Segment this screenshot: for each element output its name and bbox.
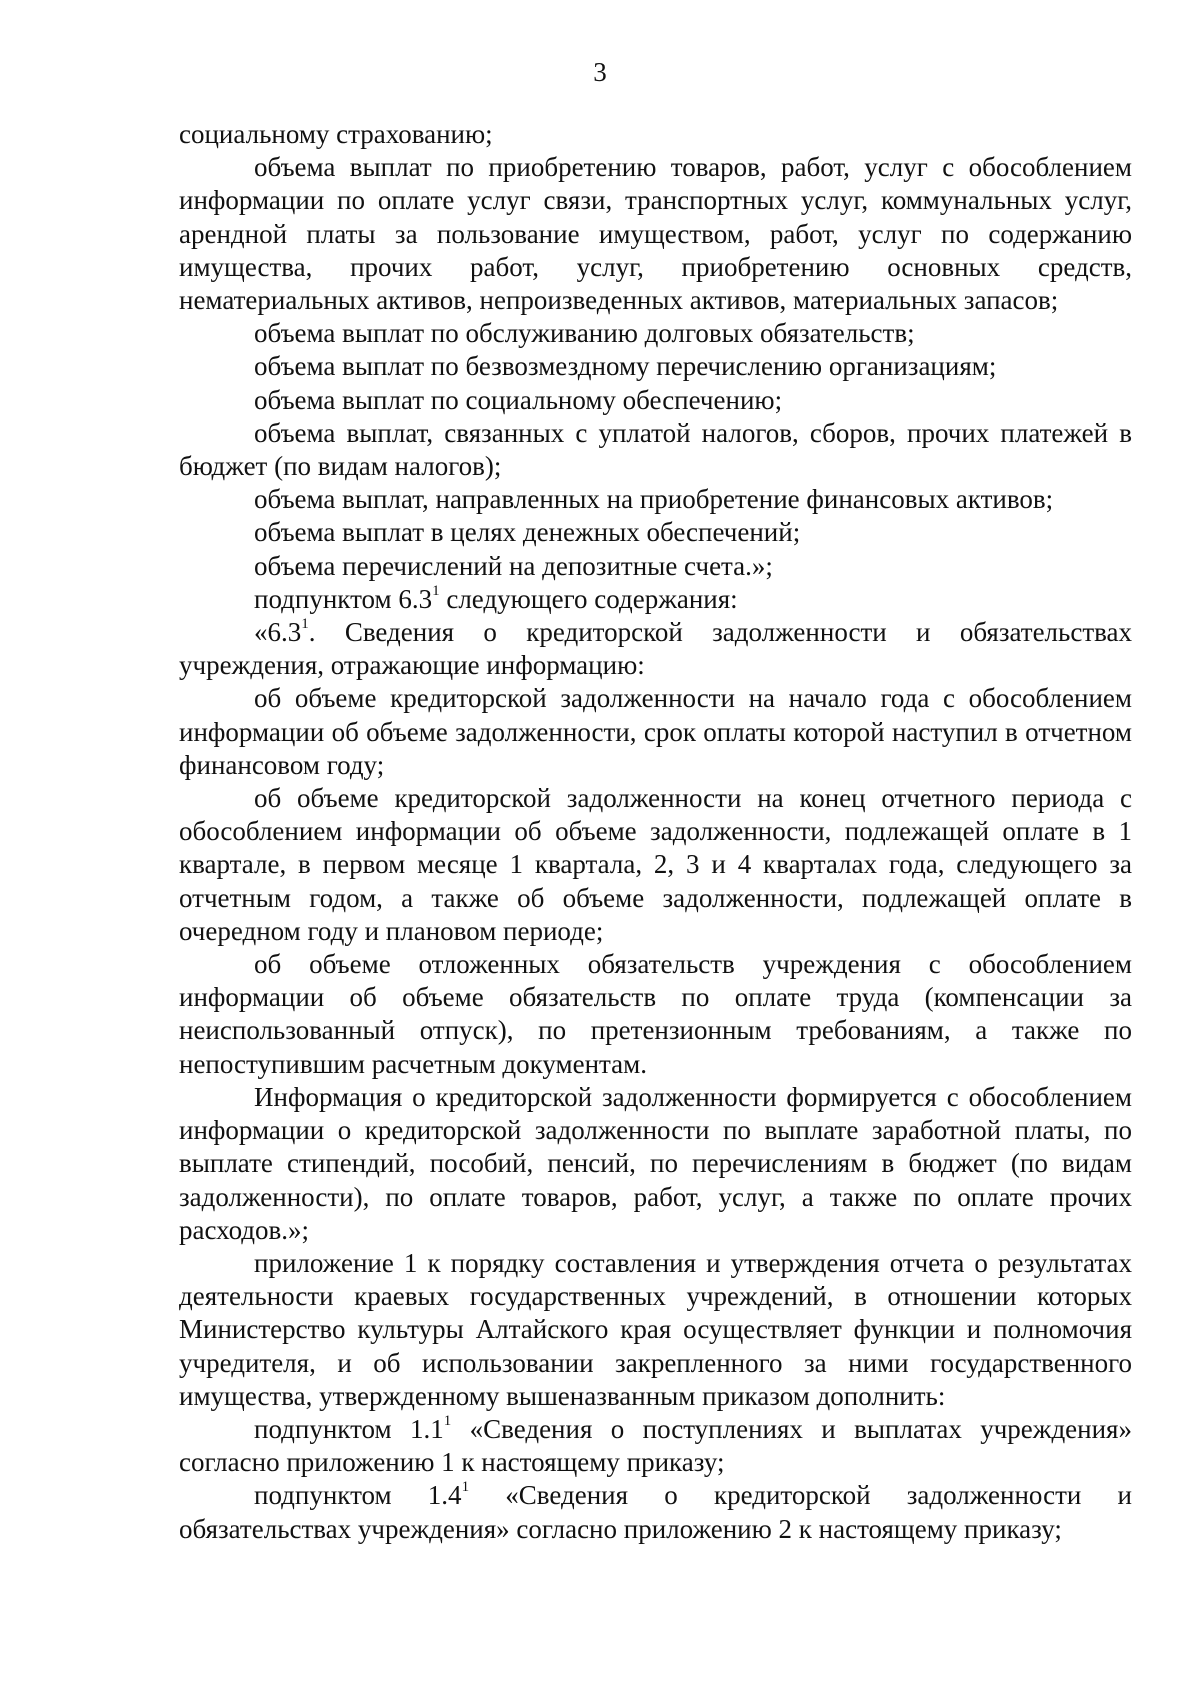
text-run: об объеме отложенных обязательств учреждения с обособлением информации об объеме обязательств по оплате труда (компенсации за неиспользованный отпуск), по претензионным требованиям, а также по непоступившим расчетным документам.: [179, 949, 1132, 1079]
superscript: 1: [432, 582, 440, 599]
text-run: . Сведения о кредиторской задолженности и обязательствах учреждения, отражающие информацию:: [179, 617, 1132, 681]
text-run: социальному страхованию;: [179, 119, 493, 149]
text-run: «Сведения о кредиторской задолженности и обязательствах учреждения» согласно приложению 2 к настоящему приказу;: [179, 1480, 1132, 1544]
text-run: об объеме кредиторской задолженности на начало года с обособлением информации об объеме задолженности, срок оплаты которой наступил в отчетном финансовом году;: [179, 683, 1132, 780]
text-run: объема выплат, направленных на приобретение финансовых активов;: [254, 484, 1054, 515]
paragraph: [179, 583, 1132, 616]
superscript: 1: [301, 616, 309, 633]
paragraph: [179, 483, 1132, 516]
paragraph: [179, 948, 1132, 1081]
paragraph: [179, 1479, 1132, 1545]
paragraph: [179, 1247, 1132, 1413]
document-body: [179, 118, 1132, 1546]
text-run: объема перечислений на депозитные счета.»;: [254, 550, 773, 581]
text-run: подпунктом 1.1: [254, 1413, 444, 1444]
text-run: следующего содержания:: [439, 583, 738, 614]
paragraph: [179, 417, 1132, 483]
text-run: приложение 1 к порядку составления и утверждения отчета о результатах деятельности краевых государственных учреждений, в отношении которых Министерство культуры Алтайского края осуществляет функции и полномочия учредителя, и об использовании закрепленного за ними государственного имущества, утвержденному вышеназванным приказом дополнить:: [179, 1247, 1132, 1411]
page-number: 3: [593, 57, 607, 87]
paragraph: [179, 317, 1132, 350]
text-run: объема выплат по безвозмездному перечислению организациям;: [254, 351, 997, 382]
text-run: объема выплат в целях денежных обеспечений;: [254, 517, 801, 548]
text-run: подпунктом 1.4: [254, 1480, 462, 1511]
text-run: об объеме кредиторской задолженности на конец отчетного периода с обособлением информации об объеме задолженности, подлежащей оплате в 1 квартале, в первом месяце 1 квартала, 2, 3 и 4 кварталах года, следующего за отчетным годом, а также об объеме задолженности, подлежащей оплате в очередном году и плановом периоде;: [179, 783, 1132, 946]
paragraph: [179, 550, 1132, 583]
paragraph: [179, 682, 1132, 782]
paragraph: [179, 616, 1132, 682]
paragraph: [179, 1413, 1132, 1479]
text-run: «Сведения о поступлениях и выплатах учреждения» согласно приложению 1 к настоящему приказу;: [179, 1413, 1132, 1478]
paragraph: [179, 782, 1132, 948]
text-run: объема выплат, связанных с уплатой налогов, сборов, прочих платежей в бюджет (по видам налогов);: [179, 417, 1132, 482]
paragraph: [179, 151, 1132, 317]
text-run: Информация о кредиторской задолженности формируется с обособлением информации о кредиторской задолженности по выплате заработной платы, по выплате стипендий, пособий, пенсий, по перечислениям в бюджет (по видам задолженности), по оплате товаров, работ, услуг, а также по оплате прочих расходов.»;: [179, 1081, 1132, 1245]
text-run: объема выплат по социальному обеспечению;: [254, 384, 783, 415]
superscript: 1: [443, 1412, 452, 1429]
text-run: объема выплат по приобретению товаров, работ, услуг с обособлением информации по оплате услуг связи, транспортных услуг, коммунальных услуг, арендной платы за пользование имуществом, работ, услуг по содержанию имущества, прочих работ, услуг, приобретению основных средств, нематериальных активов, непроизведенных активов, материальных запасов;: [179, 152, 1132, 316]
paragraph: [179, 350, 1132, 383]
paragraph: [179, 516, 1132, 549]
paragraph: [179, 384, 1132, 417]
text-run: подпунктом 6.3: [254, 583, 433, 614]
paragraph: [179, 1081, 1132, 1247]
text-run: «6.3: [254, 617, 302, 648]
paragraph: [179, 118, 1132, 151]
superscript: 1: [461, 1479, 470, 1496]
text-run: объема выплат по обслуживанию долговых обязательств;: [254, 318, 915, 349]
